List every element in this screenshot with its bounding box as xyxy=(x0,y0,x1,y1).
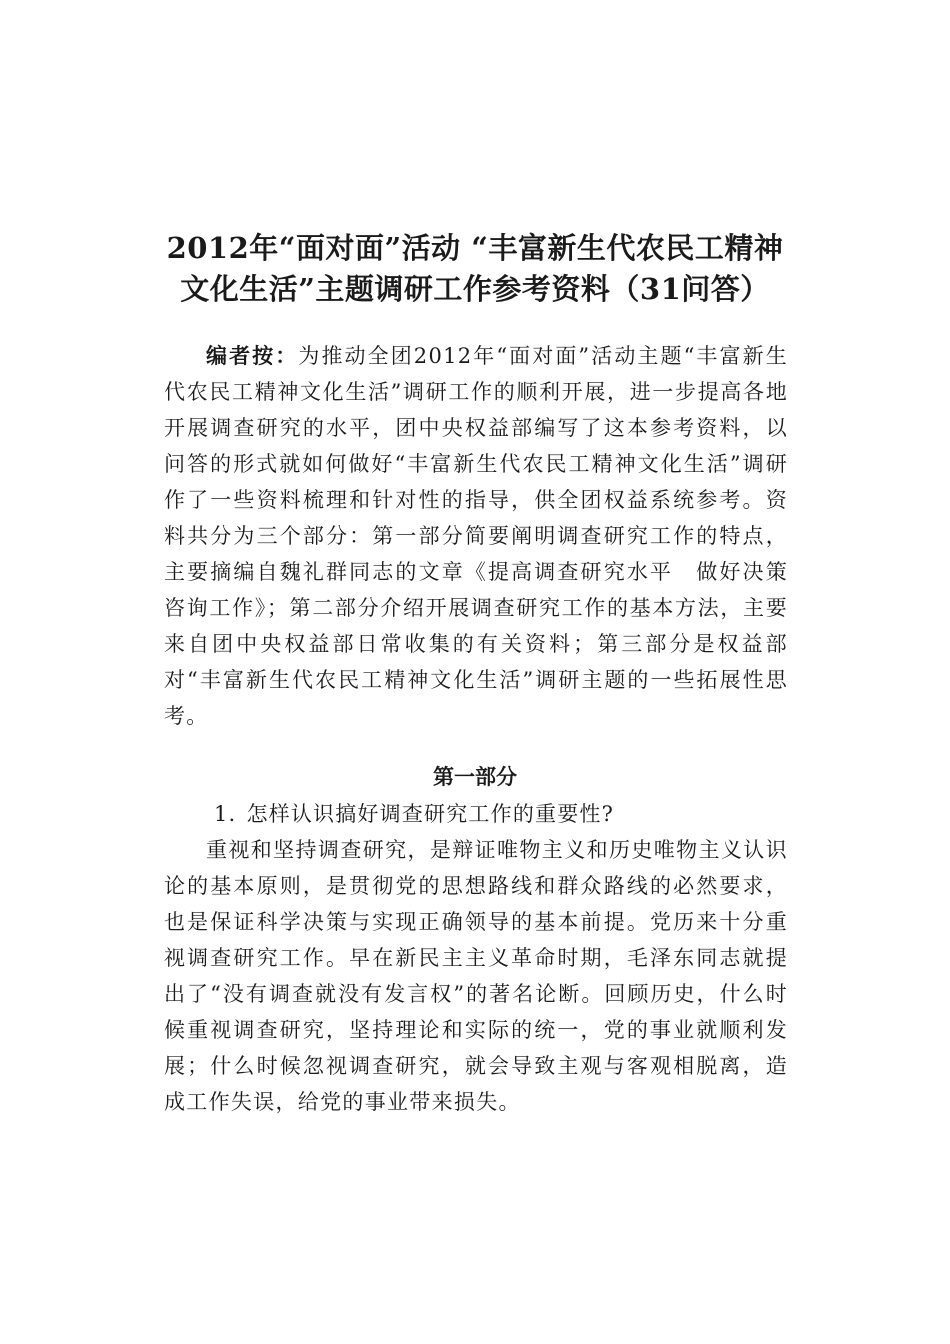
title-line-2: 文化生活”主题调研工作参考资料（31问答） xyxy=(180,272,770,306)
title-line-1: 2012年“面对面”活动 “丰富新生代农民工精神 xyxy=(166,231,784,265)
question-number: 1. xyxy=(214,802,237,826)
question-heading xyxy=(214,796,788,832)
answer-paragraph: 重视和坚持调查研究，是辩证唯物主义和历史唯物主义认识论的基本原则，是贯彻党的思想路线和群众路线的必然要求，也是保证科学决策与实现正确领导的基本前提。党历来十分重视调查研究工作。早在新民主主义革命时期，毛泽东同志就提出了“没有调查就没有发言权”的著名论断。回顾历史，什么时候重视调查研究，坚持理论和实际的统一，党的事业就顺利发展；什么时候忽视调查研究，就会导致主观与客观相脱离，造成工作失误，给党的事业带来损失。 xyxy=(164,838,788,1114)
question-text: 怎样认识搞好调查研究工作的重要性? xyxy=(246,802,615,826)
section-title: 第一部分 xyxy=(433,765,517,789)
editor-note-text: 为推动全团2012年“面对面”活动主题“丰富新生代农民工精神文化生活”调研工作的顺利开展，进一步提高各地开展调查研究的水平，团中央权益部编写了这本参考资料，以问答的形式就如何做好“丰富新生代农民工精神文化生活”调研作了一些资料梳理和针对性的指导，供全团权益系统参考。资料共分为三个部分：第一部分简要阐明调查研究工作的特点，主要摘编自魏礼群同志的文章《提高调查研究水平 做好决策咨询工作》；第二部分介绍开展调查研究工作的基本方法，主要来自团中央权益部日常收集的有关资料；第三部分是权益部对“丰富新生代农民工精神文化生活”调研主题的一些拓展性思考。 xyxy=(164,344,788,728)
document-title xyxy=(150,228,800,310)
editor-note-label: 编者按： xyxy=(206,344,299,368)
editor-note-paragraph xyxy=(164,338,788,734)
